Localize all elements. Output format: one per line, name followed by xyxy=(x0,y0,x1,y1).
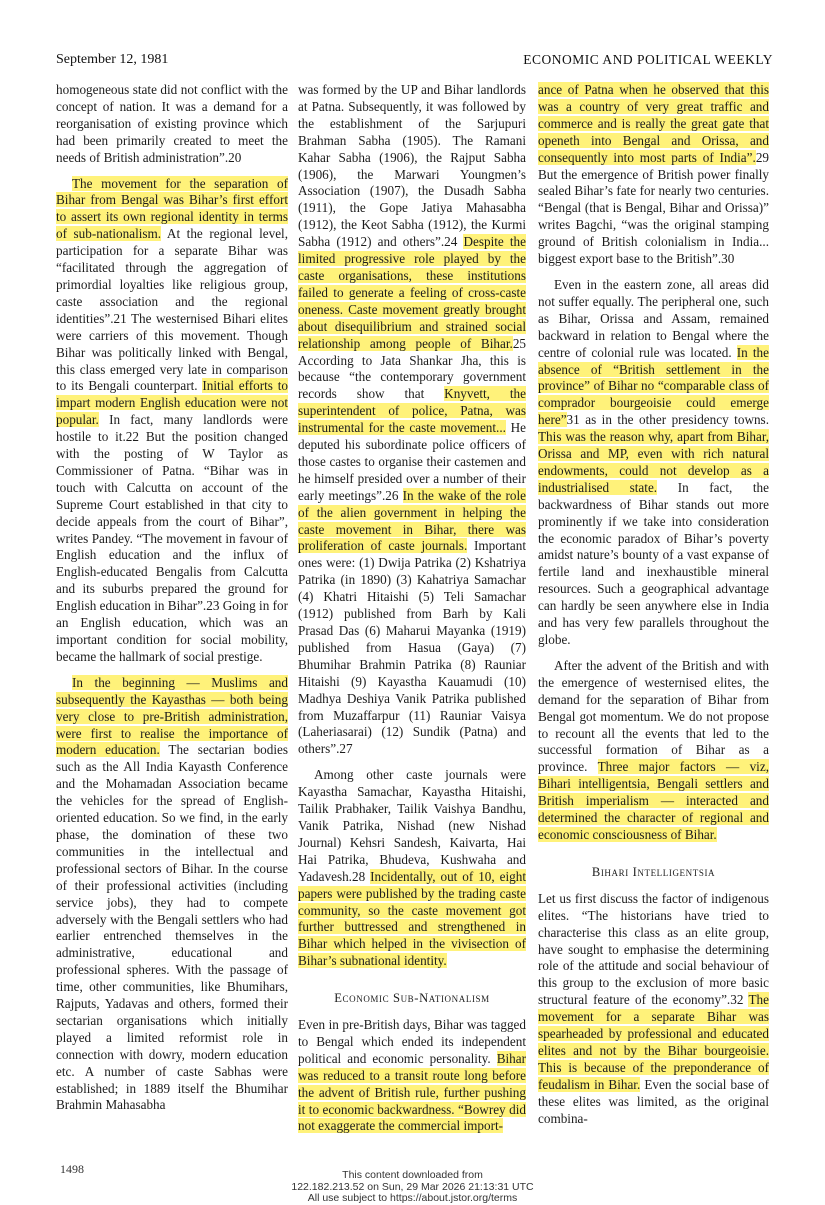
paragraph xyxy=(298,82,526,758)
issue-date: September 12, 1981 xyxy=(56,52,169,67)
text-run: At the regional level, participation for a separate Bihar was “facilitated through the aggregation of primordial loyalties like religious group, caste association and the regional identities”.21 The westernised Bihari elites were carriers of this movement. Though Bihar was politically linked with Bengal, this class emerged very late in comparison to its Bengali counterpart. xyxy=(56,226,289,394)
text-run: Even in pre-British days, Bihar was tagged to Bengal which ended its independent political and economic personality. xyxy=(298,1017,526,1066)
text-run: He deputed his subordinate police officers of those castes to organise their castemen and he himself presided over a number of their early meetings”.26 xyxy=(298,420,526,503)
highlighted-text: In the beginning — Muslims and subsequently the Kayasthas — both being very close to pre-British administration, were first to realise the importance of modern education. xyxy=(56,674,288,758)
highlighted-text: In the wake of the role of the alien government in helping the caste movement in Bihar, there was proliferation of caste journals. xyxy=(298,487,526,554)
text-run: In fact, many landlords were hostile to it.22 But the position changed with the posting of W Taylor as Commissioner of Patna. “Bihar was in touch with Calcutta on account of the Supreme Court established in that city to decide appeals from the court of Bihar”, writes Pandey. “The movement in favour of English education and the influx of English-educated Bengalis from Calcutta and its suburbs prepared the ground for English education in Bihar”.23 Going in for an English education, which was an important condition for social mobility, became the hallmark of social prestige. xyxy=(56,412,288,664)
paragraph xyxy=(538,658,769,844)
paragraph xyxy=(538,277,769,649)
text-column-1 xyxy=(56,82,288,1114)
section-heading: Economic Sub-Nationalism xyxy=(334,991,490,1006)
section-heading: Bihari Intelligentsia xyxy=(591,864,716,879)
highlighted-text: Three major factors — viz, Bihari intelligentsia, Bengali settlers and British imperialism — interacted and determined the character of regional and economic consciousness of Bihar. xyxy=(538,759,769,842)
text-run: 31 as in the other presidency towns. xyxy=(566,412,769,428)
text-run: The sectarian bodies such as the All India Kayasth Conference and the Mohamadan Association became the vehicles for the spread of English-oriented education. So we find, in the early phase, the domination of these two communities in the intellectual and professional sectors of Bihar. In the course of their professional activities (including service jobs), they had to compete adversely with the Bengali settlers who had earlier entrenched themselves in the administrative, educational and professional spheres. With the passage of time, other communities, like Bhumihars, Rajputs, Yadavas and others, formed their sectarian organisations which initially played a limited reformist role in connection with dowry, modern education etc. A number of caste Sabhas were established; in 1889 itself the Bhumihar Brahmin Mahasabha xyxy=(56,742,288,1113)
paragraph xyxy=(56,176,288,666)
text-run: Among other caste journals were Kayastha Samachar, Kayastha Hitaishi, Tailik Prabhaker, Tailik Vaishya Bandhu, Vanik Patrika, Nishad (new Nishad Journal) Kehsri Sandesh, Kaivarta, Hai Hai Patrika, Bhudeva, Kushwaha and Yadavesh.28 xyxy=(298,767,526,884)
text-run: 29 But the emergence of British power finally sealed Bihar’s fate for nearly two centuries. “Bengal (that is Bengal, Bihar and Orissa)” writes Bagchi, “was the original stamping ground of British colonialism in India... biggest export base to the British”.30 xyxy=(538,149,769,267)
text-run: Even in the eastern zone, all areas did not suffer equally. The peripheral one, such as Bihar, Orissa and Assam, remained backward in relation to Bengal where the centre of colonial rule was located. xyxy=(538,276,769,360)
highlighted-text: ance of Patna when he observed that this was a country of very great traffic and commerce and is really the great gate that openeth into Bengal and Orissa, and consequently into most parts of India”. xyxy=(538,82,769,165)
text-run: Even the social base of these elites was limited, as the original combina- xyxy=(538,1076,769,1126)
highlighted-text: Incidentally, out of 10, eight papers were published by the trading caste community, so the caste movement got further buttressed and strengthened in Bihar which helped in the vivisection of Bihar’s subnational identity. xyxy=(298,868,526,969)
paragraph xyxy=(298,1017,526,1135)
text-run: 25 According to Jata Shankar Jha, this is because “the contemporary government records show that xyxy=(298,335,526,402)
text-column-3 xyxy=(538,82,769,1127)
footer-line: This content downloaded from xyxy=(342,1169,483,1181)
paragraph xyxy=(298,767,526,970)
highlighted-text: Bihar was reduced to a transit route long before the advent of British rule, further pushing it to economic backwardness. “Bowrey did not exaggerate the commercial import- xyxy=(298,1050,526,1134)
highlighted-text: This was the reason why, apart from Bihar, Orissa and MP, even with rich natural endowments, could not develop as a industrialised state. xyxy=(538,429,769,495)
page-number: 1498 xyxy=(60,1162,84,1176)
text-run: In fact, the backwardness of Bihar stands out more prominently if we take into consideration the economic paradox of Bihar’s poverty amidst nature’s bounty of a vast expanse of fertile land and inexhaustible mineral resources. Such a geographical advantage can hardly be seen anywhere else in India and has very few parallels throughout the globe. xyxy=(538,479,769,647)
highlighted-text: In the absence of “British settlement in the province” of Bihar no “comparable class of comprador bourgeoisie could emerge here” xyxy=(538,344,769,428)
highlighted-text: The movement for the separation of Bihar from Bengal was Bihar’s first effort to assert its own regional identity in terms of sub-nationalism. xyxy=(56,175,288,242)
text-run: was formed by the UP and Bihar landlords at Patna. Subsequently, it was followed by the establishment of the Sarjupuri Brahman Sabha (1905). The Ramani Kahar Sabha (1906), the Rajput Sabha (1906), the Marwari Youngmen’s Association (1907), the Dusadh Sabha (1911), the Gope Jatiya Mahasabha (1912), the Keot Sabha (1912), the Kurmi Sabha (1912) and others”.24 xyxy=(298,82,526,250)
footer-line: 122.182.213.52 on Sun, 29 Mar 2026 21:13:31 UTC xyxy=(291,1180,534,1193)
highlighted-text: Despite the limited progressive role played by the caste organisations, these institutions failed to generate a feeling of cross-caste oneness. Caste movement greatly brought about disequilibrium and strained social relationship among people of Bihar. xyxy=(298,234,526,351)
text-run: After the advent of the British and with the emergence of westernised elites, the demand for the separation of Bihar from Bengal got momentum. We do not propose to recount all the events that led to the successful formation of Bihar as a province. xyxy=(538,657,769,775)
highlighted-text: Initial efforts to impart modern English education were not popular. xyxy=(56,378,288,428)
journal-title: ECONOMIC AND POLITICAL WEEKLY xyxy=(523,52,773,67)
jstor-footer xyxy=(0,1170,825,1205)
highlighted-text: The movement for a separate Bihar was spearheaded by professional and educated elites and not by the Bihar bourgeoisie. xyxy=(538,992,769,1058)
paragraph xyxy=(538,891,769,1128)
text-run: Let us first discuss the factor of indigenous elites. “The historians have tried to characterise this class as an elite group, have sought to emphasise the determining role of the attitude and social behaviour of this group to the exclusion of more basic structural feature of the economy”.32 xyxy=(538,890,769,1008)
highlighted-text: Knyvett, the superintendent of police, Patna, was instrumental for the caste movement... xyxy=(298,386,526,436)
paragraph: homogeneous state did not conflict with the concept of nation. It was a demand for a reorganisation of existing province which had been primarily created to meet the needs of British administration”.20 xyxy=(56,82,288,165)
text-column-2 xyxy=(298,82,526,1135)
highlighted-text: This is because of the preponderance of feudalism in Bihar. xyxy=(538,1059,769,1092)
footer-line[interactable]: All use subject to https://about.jstor.org/terms xyxy=(307,1192,518,1204)
paragraph xyxy=(56,675,288,1115)
paragraph xyxy=(538,82,769,268)
text-run: Important ones were: (1) Dwija Patrika (2) Kshatriya Patrika (in 1890) (3) Kahatriya Samachar (4) Khatri Hitaishi (5) Teli Samachar (1912) published from Barh by Kali Prasad Das (6) Maharui Mayanka (1919) published from Hasua (Gaya) (7) Bhumihar Brahmin Patrika (8) Rauniar Hitaishi (9) Kayastha Kauamudi (10) Madhya Deshiya Vanik Patrika published from Muzaffarpur (11) Rauniar Vaisya (Laheriasarai) (12) Sundik (Patna) and others”.27 xyxy=(298,538,526,757)
